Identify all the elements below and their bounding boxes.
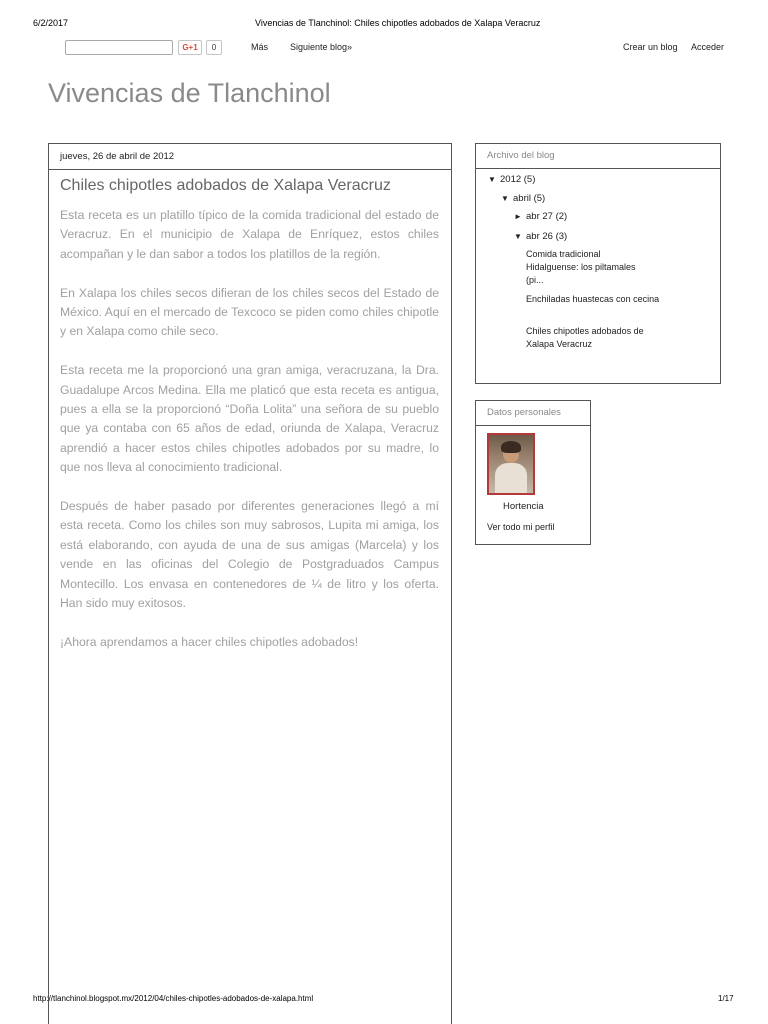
triangle-down-icon[interactable]: ▼ — [514, 232, 522, 241]
post-body — [60, 206, 439, 672]
post-date: jueves, 26 de abril de 2012 — [49, 144, 451, 170]
print-date: 6/2/2017 — [33, 18, 69, 28]
archive-year-label[interactable]: 2012 (5) — [500, 174, 536, 185]
view-profile-link[interactable]: Ver todo mi perfil — [487, 522, 555, 532]
archive-post-link[interactable]: Enchiladas huastecas con cecina — [526, 294, 660, 304]
more-link[interactable]: Más — [251, 42, 269, 52]
next-blog-link[interactable]: Siguiente blog» — [290, 42, 353, 52]
archive-day-apr-26[interactable] — [514, 231, 567, 242]
sign-in-link[interactable]: Acceder — [691, 42, 725, 52]
post-paragraph: En Xalapa los chiles secos difieran de los chiles secos del Estado de México. Aquí en el mercado de Texcoco se piden como chiles chipotle y en Xalapa como chile seco. — [60, 285, 439, 339]
post-paragraph: Esta receta es un platillo típico de la comida tradicional del estado de Veracruz. En el municipio de Xalapa de Enríquez, estos chiles acompañan y le dan sabor a todos los platillos de la región. — [60, 208, 439, 261]
profile-heading: Datos personales — [476, 401, 590, 426]
print-url: http://tlanchinol.blogspot.mx/2012/04/chiles-chipotles-adobados-de-xalapa.html — [33, 994, 314, 1003]
archive-post-link-current[interactable]: Chiles chipotles adobados de Xalapa Veracruz — [526, 326, 644, 349]
avatar-hair — [501, 441, 521, 453]
post-paragraph: ¡Ahora aprendamos a hacer chiles chipotles adobados! — [60, 634, 359, 649]
archive-heading: Archivo del blog — [476, 144, 720, 169]
profile-widget — [475, 400, 591, 545]
profile-name[interactable]: Hortencia — [503, 501, 544, 512]
post-title[interactable]: Chiles chipotles adobados de Xalapa Veracruz — [60, 177, 391, 194]
post-container — [48, 143, 452, 1024]
triangle-down-icon[interactable]: ▼ — [501, 194, 509, 203]
archive-day-apr-27[interactable] — [514, 211, 567, 222]
archive-month-april[interactable] — [501, 193, 545, 204]
blog-title[interactable]: Vivencias de Tlanchinol — [48, 78, 331, 108]
navbar-search-input[interactable] — [65, 40, 173, 55]
print-page-number: 1/17 — [718, 994, 734, 1003]
triangle-down-icon[interactable]: ▼ — [488, 175, 496, 184]
archive-year-2012[interactable] — [488, 174, 535, 185]
blogger-navbar — [0, 38, 768, 60]
archive-day-label[interactable]: abr 26 (3) — [526, 231, 568, 242]
blog-archive-widget — [475, 143, 721, 384]
post-paragraph: Esta receta me la proporcionó una gran amiga, veracruzana, la Dra. Guadalupe Arcos Medina. Ella me platicó que esta receta es antigua, pues a ella se la proporcionó “Doña Lolita” una señora de su pueblo que ya contaba con 65 años de edad, oriunda de Xalapa, Veracruz aprendió a hacer estos chiles chipotles adobados por su madre, lo que nos lleva al conocimiento tradicional. — [60, 363, 439, 475]
archive-month-label[interactable]: abril (5) — [513, 193, 546, 204]
archive-day-label[interactable]: abr 27 (2) — [526, 211, 568, 222]
create-blog-link[interactable]: Crear un blog — [623, 42, 678, 52]
archive-post-link[interactable]: Comida tradicional Hidalguense: los piltamales (pi... — [526, 249, 636, 285]
post-paragraph: Después de haber pasado por diferentes generaciones llegó a mí esta receta. Como los chiles son muy sabrosos, Lupita mi amiga, los está elaborando, con ayuda de una de sus amigas (Marcela) y los vende en las oficinas del Colegio de Postgraduados Campus Montecillo. Los envasa en contenedores de ¼ de litro y los oferta. Han sido muy exitosos. — [60, 499, 439, 611]
triangle-right-icon[interactable]: ► — [514, 212, 522, 221]
print-title: Vivencias de Tlanchinol: Chiles chipotles adobados de Xalapa Veracruz — [255, 18, 541, 28]
avatar-body — [495, 463, 527, 493]
google-plus-one-button[interactable]: G+1 — [178, 40, 202, 55]
google-plus-count: 0 — [206, 40, 222, 55]
avatar[interactable] — [487, 433, 535, 495]
